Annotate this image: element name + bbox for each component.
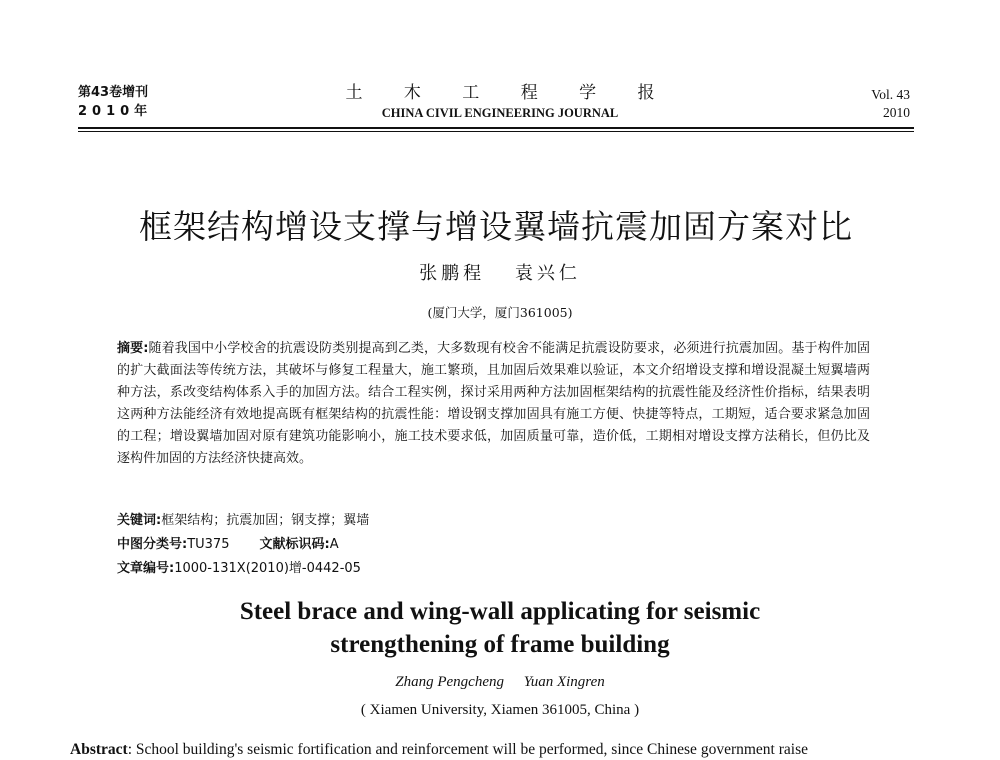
article-number-line (117, 560, 361, 578)
title-en-line-1: Steel brace and wing-wall applicating for seismic (239, 598, 761, 625)
author-cn-1: 张鹏程 (419, 263, 486, 284)
affiliation-en: ( Xiamen University, Xiamen 361005, China ) (360, 702, 640, 718)
header-year-cn: 2010年 (78, 104, 153, 119)
authors-cn (0, 262, 1000, 286)
doc-code-value: A (329, 537, 339, 552)
header-volume-en: Vol. 43 (871, 87, 910, 102)
abstract-text-en: : School building's seismic fortification and reinforcement will be performed, since Chinese government raise (127, 741, 808, 758)
abstract-label-cn: 摘要: (117, 341, 149, 356)
article-title-en (0, 595, 1000, 661)
author-cn-2: 袁兴仁 (514, 263, 581, 284)
article-no-value: 1000-131X(2010)增-0442-05 (174, 561, 361, 576)
keywords-label: 关键词: (117, 513, 162, 528)
article-no-label: 文章编号: (117, 561, 175, 576)
header-rule-thin (78, 131, 914, 132)
classification-line (117, 536, 339, 554)
header-rule-thick (78, 127, 914, 129)
header-year-en: 2010 (883, 105, 910, 120)
article-title-cn: 框架结构增设支撑与增设翼墙抗震加固方案对比 (139, 207, 853, 246)
journal-name-en: CHINA CIVIL ENGINEERING JOURNAL (381, 106, 619, 120)
clc-label: 中图分类号: (117, 537, 188, 552)
abstract-label-en: Abstract (70, 741, 128, 758)
abstract-cn (117, 338, 870, 470)
authors-en (0, 672, 1000, 692)
doc-code-label: 文献标识码: (259, 537, 330, 552)
clc-value: TU375 (187, 537, 230, 552)
header-volume-cn: 第43卷增刊 (78, 85, 149, 100)
title-en-line-2: strengthening of frame building (330, 631, 670, 658)
abstract-text-cn: 随着我国中小学校舍的抗震设防类别提高到乙类，大多数现有校舍不能满足抗震设防要求，必须进行抗震加固。基于构件加固的扩大截面法等传统方法，其破坏与修复工程量大，施工繁琐，且加固后效果难以验证，本文介绍增设支撑和增设混凝土短翼墙两种方法，系改变结构体系入手的加固方法。结合工程实例，探讨采用两种方法加固框架结构的抗震性能及经济性价指标，结果表明这两种方法能经济有效地提高既有框架结构的抗震性能：增设钢支撑加固具有施工方便、快捷等特点，工期短，适合要求紧急加固的工程；增设翼墙加固对原有建筑功能影响小，施工技术要求低，加固质量可靠，造价低，工期相对增设支撑方法稍长，但仍比及逐构件加固的方法经济快捷高效。 (117, 341, 870, 466)
keywords-text: 框架结构；抗震加固；钢支撑；翼墙 (161, 513, 370, 528)
keywords-line (117, 512, 369, 530)
author-en-2: Yuan Xingren (523, 674, 605, 690)
abstract-en (70, 740, 930, 760)
author-en-1: Zhang Pengcheng (395, 674, 504, 690)
affiliation-cn: (厦门大学，厦门361005) (427, 305, 573, 320)
header-volume-en-block (871, 86, 910, 122)
header-volume-block (78, 83, 152, 121)
journal-name-cn: 土 木 工 程 学 报 (345, 83, 673, 103)
header-journal-block (300, 82, 700, 122)
